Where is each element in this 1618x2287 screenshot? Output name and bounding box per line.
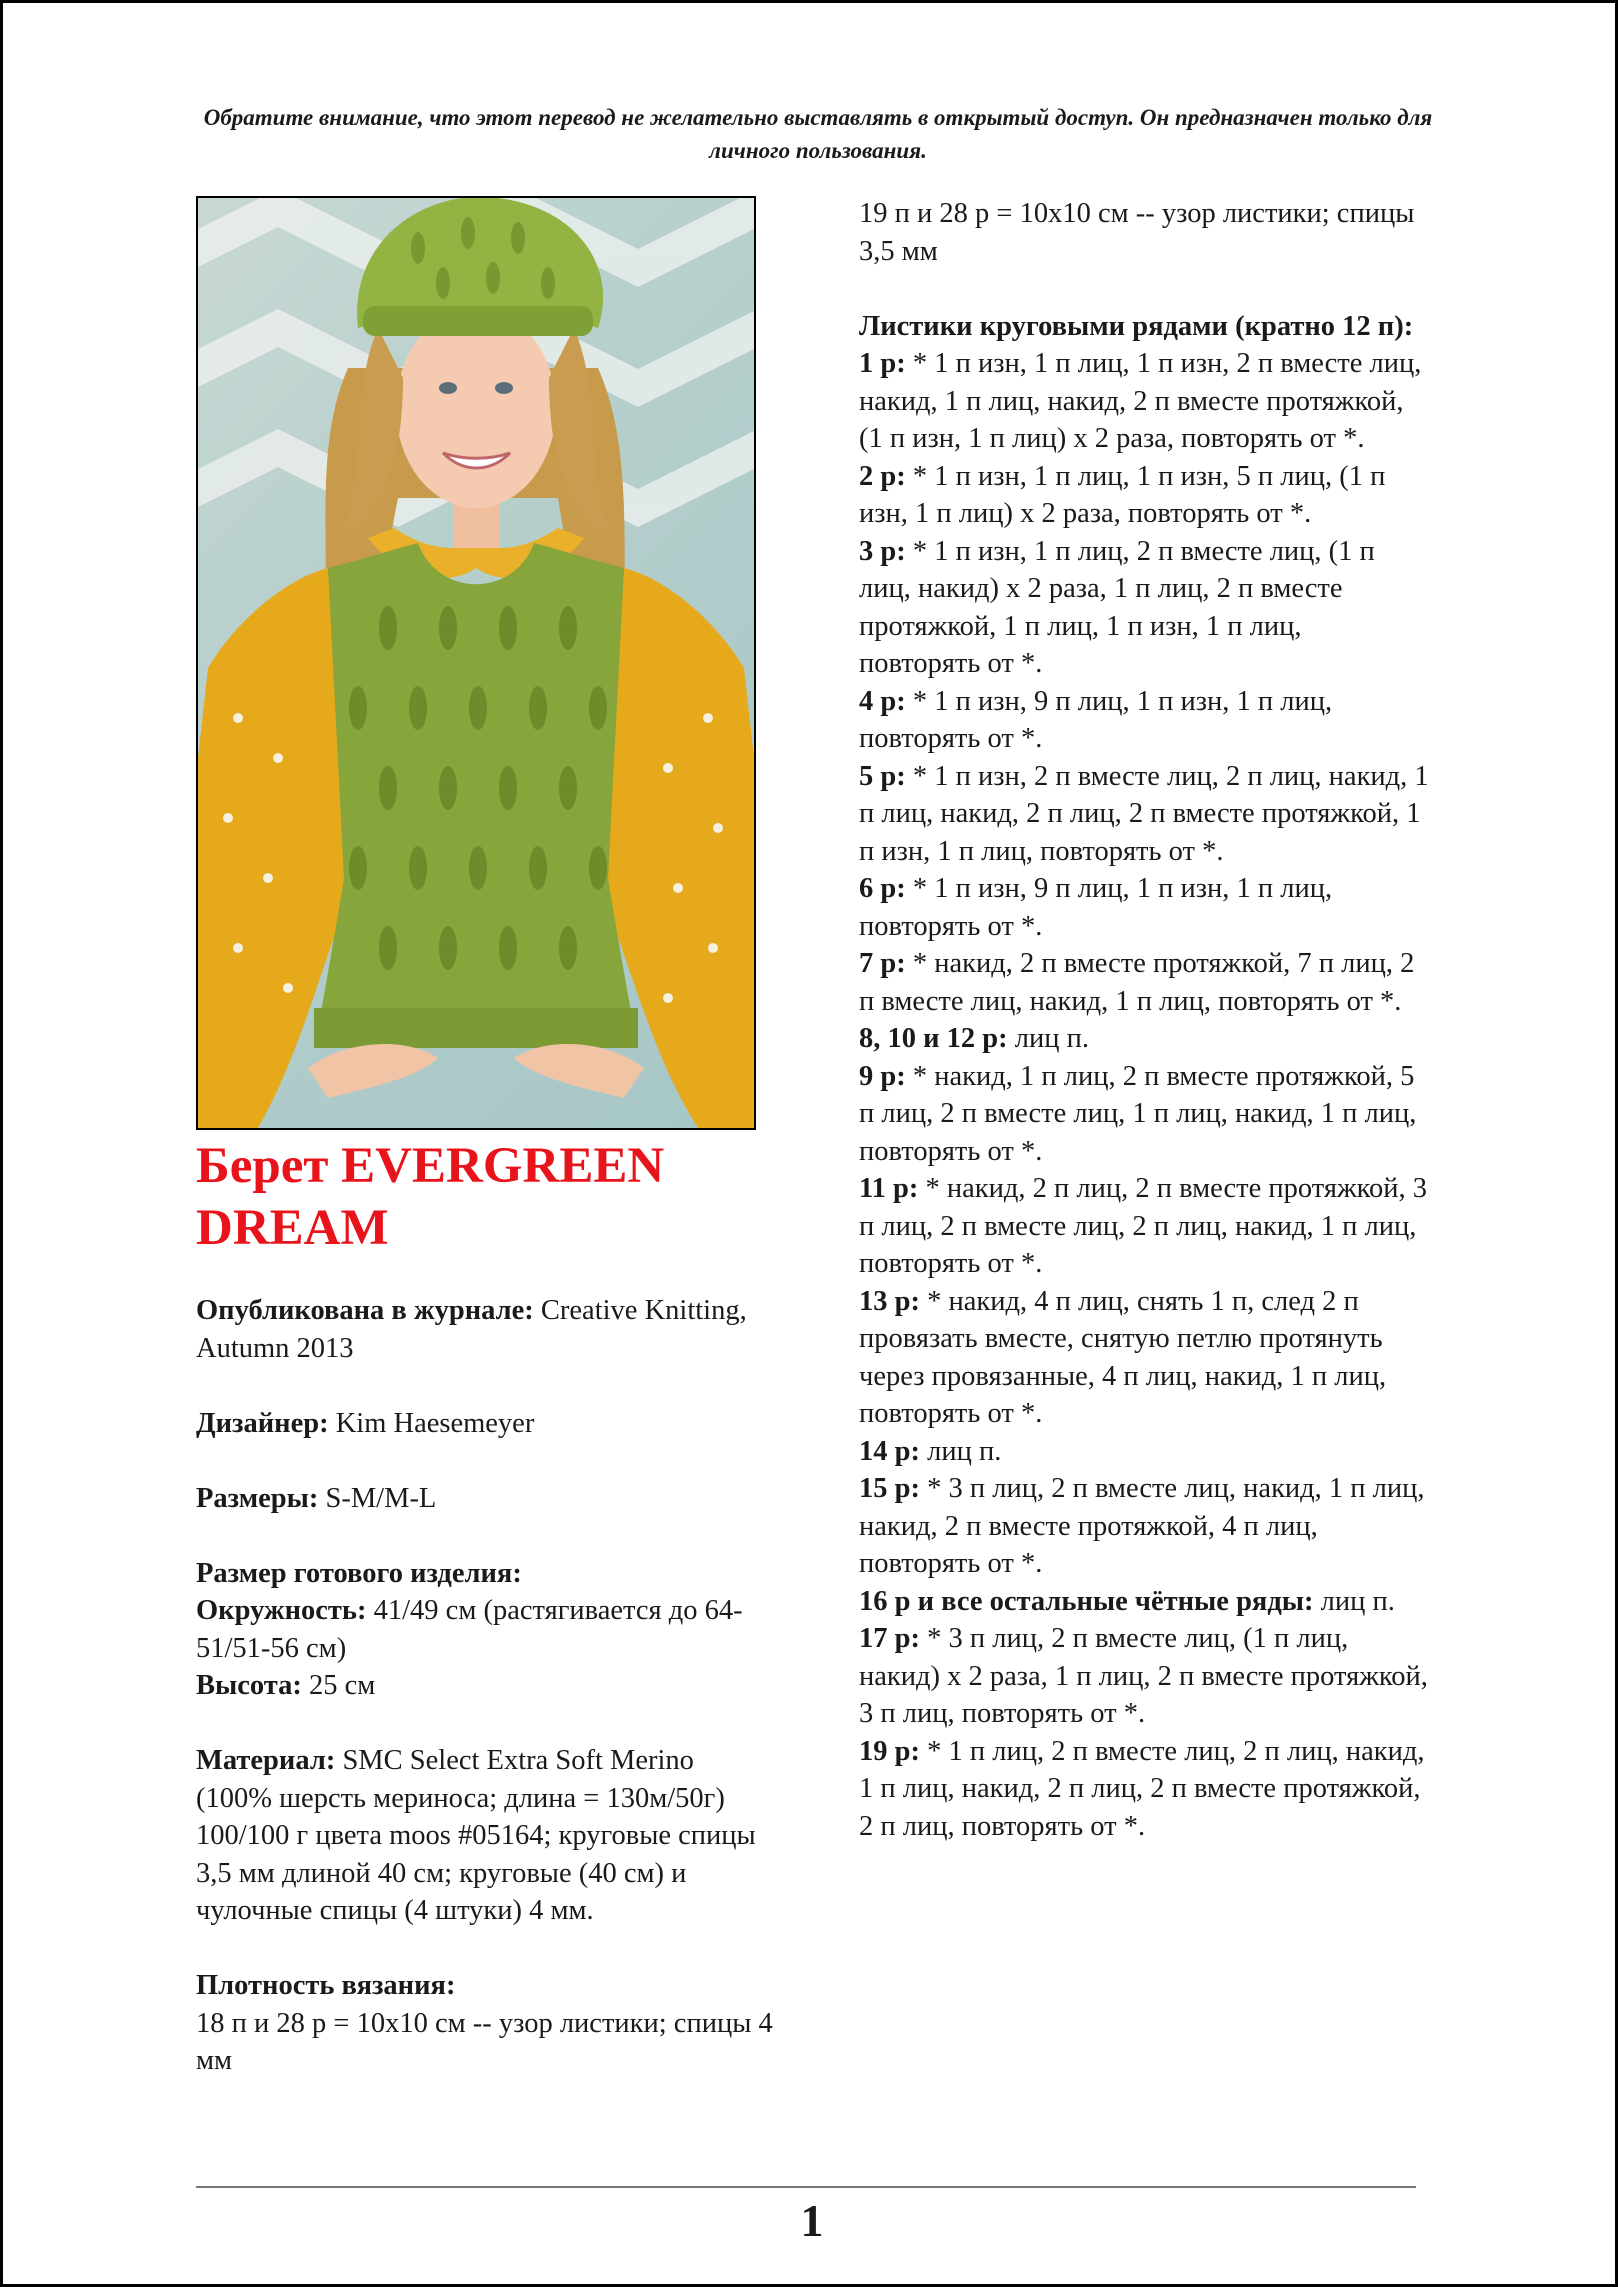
published-label: Опубликована в журнале: bbox=[196, 1295, 534, 1326]
row-label: 17 р: bbox=[859, 1623, 920, 1654]
row-text: * 3 п лиц, 2 п вместе лиц, накид, 1 п лиц, накид, 2 п вместе протяжкой, 4 п лиц, повторять от *. bbox=[859, 1473, 1425, 1579]
instruction-row bbox=[859, 1470, 1429, 1583]
material-label: Материал: bbox=[196, 1745, 336, 1776]
row-label: 13 р: bbox=[859, 1285, 920, 1317]
instruction-row bbox=[859, 1058, 1429, 1171]
instruction-row bbox=[859, 345, 1429, 458]
row-text: лиц п. bbox=[919, 1435, 1002, 1467]
instruction-row bbox=[859, 683, 1429, 758]
instruction-row bbox=[859, 1170, 1429, 1283]
instruction-row bbox=[859, 1020, 1429, 1058]
pattern-info bbox=[196, 1292, 776, 2080]
instruction-row bbox=[859, 1733, 1429, 1846]
page-title: Берет EVERGREEN DREAM bbox=[196, 1138, 665, 1256]
row-label: 7 р: bbox=[859, 948, 906, 979]
height-line bbox=[196, 1667, 776, 1705]
row-label: 4 р: bbox=[859, 685, 906, 717]
row-list bbox=[859, 345, 1429, 1845]
footer-divider bbox=[196, 2186, 1416, 2188]
row-label: 6 р: bbox=[859, 873, 906, 904]
row-label: 16 р и все остальные чётные ряды: bbox=[859, 1585, 1314, 1617]
designer-value: Kim Haesemeyer bbox=[328, 1407, 535, 1439]
gauge-value: 18 п и 28 р = 10х10 см -- узор листики; спицы 4 мм bbox=[196, 2007, 773, 2076]
pattern-heading: Листики круговыми рядами (кратно 12 п): bbox=[859, 310, 1414, 342]
instruction-row bbox=[859, 1283, 1429, 1433]
instruction-row bbox=[859, 870, 1429, 945]
row-text: * 1 п изн, 2 п вместе лиц, 2 п лиц, накид, 1 п лиц, накид, 2 п лиц, 2 п вместе протяжкой, 1 п изн, 1 п лиц, повторять от *. bbox=[859, 760, 1429, 867]
circumference-value: 41/49 см (растягивается до 64-51/51-56 см) bbox=[196, 1595, 743, 1664]
row-text: * 1 п изн, 9 п лиц, 1 п изн, 1 п лиц, повторять от *. bbox=[859, 685, 1333, 754]
height-label: Высота: bbox=[196, 1670, 302, 1701]
material-line bbox=[196, 1742, 776, 1930]
designer-label: Дизайнер: bbox=[196, 1407, 329, 1439]
instruction-row bbox=[859, 945, 1429, 1020]
sizes-label: Размеры: bbox=[196, 1482, 319, 1514]
gauge-second: 19 п и 28 р = 10х10 см -- узор листики; спицы 3,5 мм bbox=[859, 198, 1415, 267]
height-value: 25 см bbox=[301, 1670, 376, 1701]
row-text: * накид, 2 п лиц, 2 п вместе протяжкой, 3 п лиц, 2 п вместе лиц, 2 п лиц, накид, 1 п лиц, повторять от *. bbox=[859, 1173, 1428, 1279]
row-text: * 1 п изн, 9 п лиц, 1 п изн, 1 п лиц, повторять от *. bbox=[859, 873, 1333, 942]
sizes-value: S-M/M-L bbox=[318, 1482, 437, 1514]
published-value: Creative Knitting, Autumn 2013 bbox=[196, 1295, 747, 1364]
designer-line bbox=[196, 1405, 776, 1443]
instruction-row bbox=[859, 1433, 1429, 1471]
page-number: 1 bbox=[800, 2195, 824, 2246]
row-label: 15 р: bbox=[859, 1473, 920, 1504]
finished-size-heading: Размер готового изделия: bbox=[196, 1557, 522, 1589]
model-photo bbox=[196, 196, 756, 1130]
material-value: SMC Select Extra Soft Merino (100% шерсть мериноса; длина = 130м/50г) 100/100 г цвета moos #05164; круговые спицы 3,5 мм длиной 40 см; круговые (40 см) и чулочные спицы (4 штуки) 4 мм. bbox=[196, 1745, 756, 1926]
circumference-label: Окружность: bbox=[196, 1595, 367, 1626]
instruction-row bbox=[859, 1620, 1429, 1733]
row-text: лиц п. bbox=[1313, 1585, 1395, 1617]
copyright-notice: Обратите внимание, что этот перевод не желательно выставлять в открытый доступ. Он предназначен только для личного пользования. bbox=[203, 105, 1433, 163]
row-label: 5 р: bbox=[859, 760, 906, 792]
model-photo-icon bbox=[198, 198, 754, 1128]
row-label: 8, 10 и 12 р: bbox=[859, 1023, 1008, 1054]
row-label: 9 р: bbox=[859, 1060, 906, 1092]
published-line bbox=[196, 1292, 776, 1367]
row-label: 2 р: bbox=[859, 460, 906, 492]
row-text: лиц п. bbox=[1007, 1023, 1089, 1054]
row-label: 3 р: bbox=[859, 535, 906, 567]
row-label: 14 р: bbox=[859, 1435, 920, 1467]
circumference-line bbox=[196, 1592, 776, 1667]
row-text: * 1 п изн, 1 п лиц, 2 п вместе лиц, (1 п лиц, накид) х 2 раза, 1 п лиц, 2 п вместе протяжкой, 1 п лиц, 1 п изн, 1 п лиц, повторять от *. bbox=[859, 535, 1375, 679]
row-label: 11 р: bbox=[859, 1173, 919, 1204]
row-label: 1 р: bbox=[859, 348, 906, 379]
row-text: * накид, 2 п вместе протяжкой, 7 п лиц, 2 п вместе лиц, накид, 1 п лиц, повторять от *. bbox=[859, 948, 1415, 1017]
instruction-row bbox=[859, 458, 1429, 533]
row-text: * 1 п изн, 1 п лиц, 1 п изн, 2 п вместе лиц, накид, 1 п лиц, накид, 2 п вместе протяжкой, (1 п изн, 1 п лиц) х 2 раза, повторять от *. bbox=[859, 348, 1422, 454]
instruction-row bbox=[859, 758, 1429, 871]
instruction-row bbox=[859, 1583, 1429, 1621]
row-text: * 3 п лиц, 2 п вместе лиц, (1 п лиц, накид) х 2 раза, 1 п лиц, 2 п вместе протяжкой, 3 п лиц, повторять от *. bbox=[859, 1623, 1428, 1729]
row-text: * накид, 1 п лиц, 2 п вместе протяжкой, 5 п лиц, 2 п вместе лиц, 1 п лиц, накид, 1 п лиц, повторять от *. bbox=[859, 1060, 1417, 1167]
row-label: 19 р: bbox=[859, 1735, 920, 1767]
gauge-heading: Плотность вязания: bbox=[196, 1970, 456, 2001]
row-text: * накид, 4 п лиц, снять 1 п, след 2 п провязать вместе, снятую петлю протянуть через провязанные, 4 п лиц, накид, 1 п лиц, повторять от *. bbox=[859, 1285, 1387, 1429]
instruction-row bbox=[859, 533, 1429, 683]
row-text: * 1 п изн, 1 п лиц, 1 п изн, 5 п лиц, (1 п изн, 1 п лиц) х 2 раза, повторять от *. bbox=[859, 460, 1386, 529]
row-text: * 1 п лиц, 2 п вместе лиц, 2 п лиц, накид, 1 п лиц, накид, 2 п лиц, 2 п вместе протяжкой, 2 п лиц, повторять от *. bbox=[859, 1735, 1425, 1842]
sizes-line bbox=[196, 1480, 776, 1518]
pattern-instructions bbox=[859, 195, 1429, 1845]
